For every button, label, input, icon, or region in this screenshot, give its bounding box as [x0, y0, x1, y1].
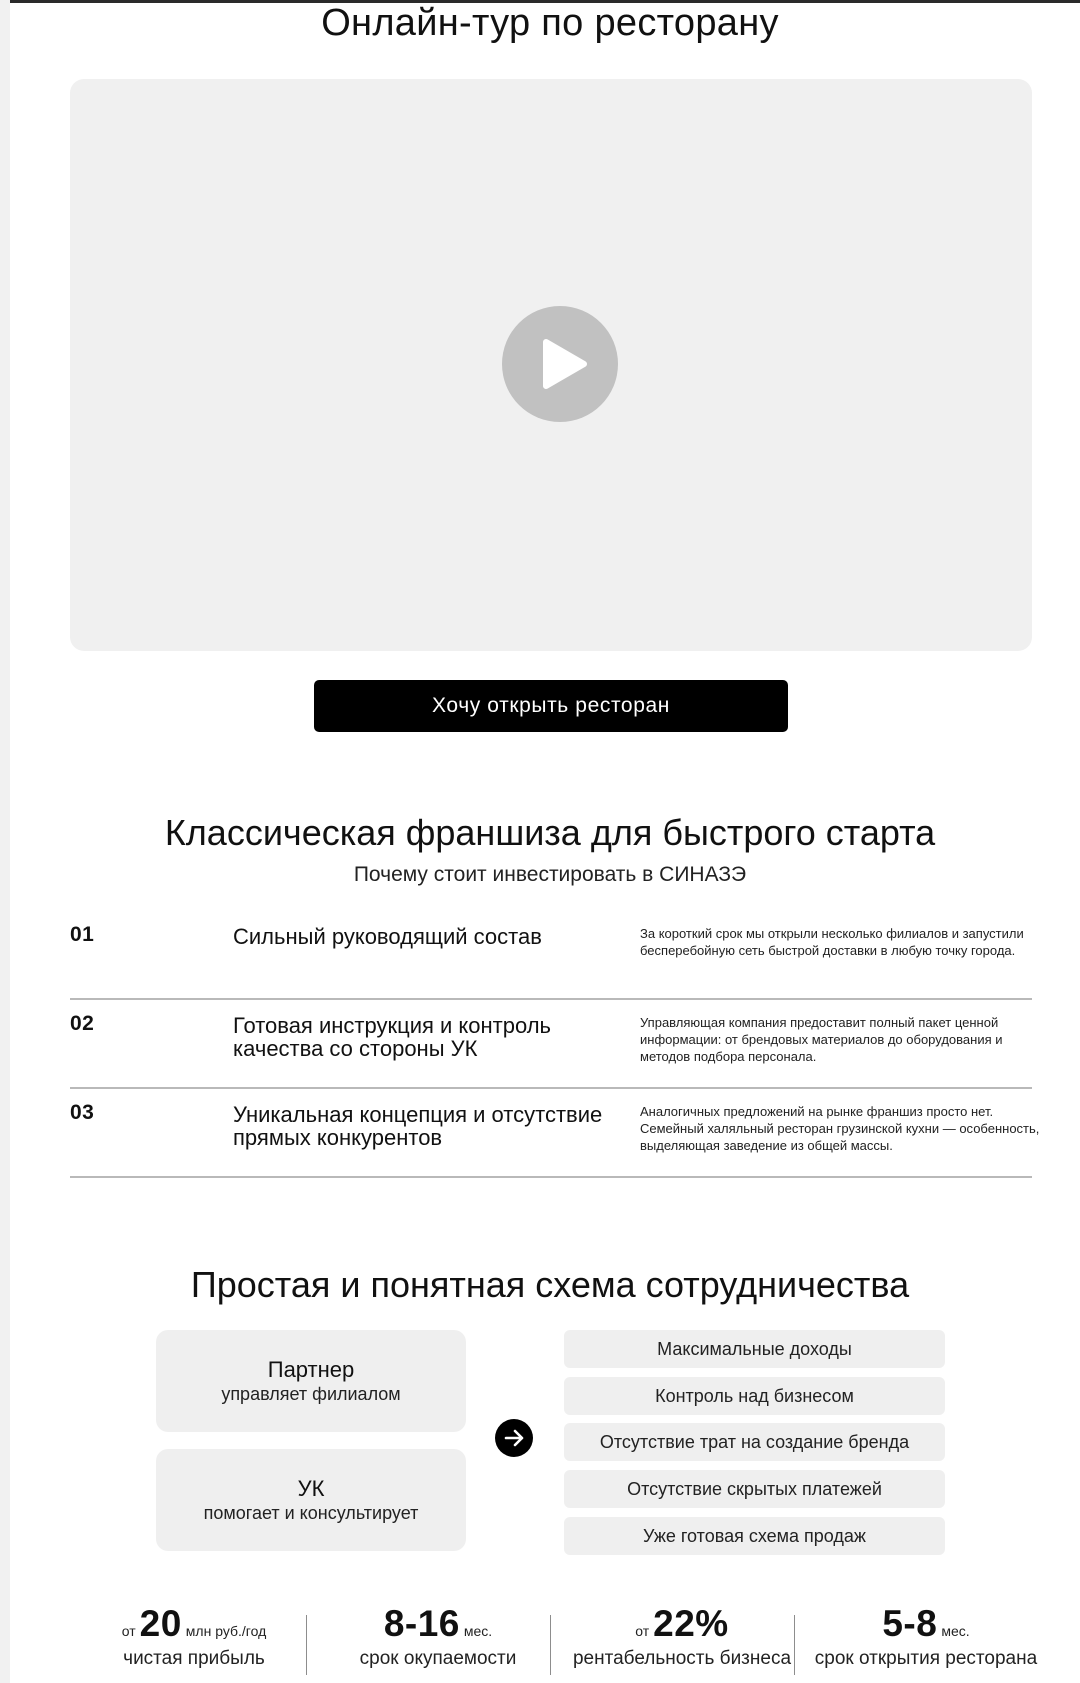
arrow-right-icon — [495, 1419, 533, 1457]
benefit-item: Максимальные доходы — [564, 1330, 945, 1368]
stat-payback — [316, 1603, 560, 1669]
tour-title: Онлайн-тур по ресторану — [321, 2, 779, 44]
feature-title: Готовая инструкция и контроль качества со стороны УК — [233, 1013, 552, 1061]
stat-unit: млн руб./год — [185, 1623, 267, 1639]
franchise-title: Классическая франшиза для быстрого старта — [164, 812, 936, 853]
open-restaurant-button[interactable]: Хочу открыть ресторан — [314, 680, 788, 732]
stat-prefix: от — [635, 1623, 650, 1639]
stat-value: 20 — [139, 1603, 182, 1644]
feature-description: За короткий срок мы открыли несколько филиалов и запустили бесперебойную сеть быстрой доставки в любую точку города. — [640, 926, 1024, 958]
page — [10, 0, 1080, 1683]
feature-row — [70, 1000, 1032, 1089]
stat-opening-time — [804, 1603, 1048, 1669]
stat-label: срок открытия ресторана — [814, 1648, 1038, 1669]
benefit-item: Отсутствие трат на создание бренда — [564, 1423, 945, 1461]
feature-number: 03 — [70, 1101, 95, 1124]
stat-value: 5-8 — [882, 1603, 938, 1644]
feature-description: Аналогичных предложений на рынке франшиз просто нет. Семейный халяльный ресторан грузинской кухни — особенность, выделяющая заведение из общей массы. — [640, 1104, 1040, 1153]
benefit-item: Контроль над бизнесом — [564, 1377, 945, 1415]
benefit-item: Уже готовая схема продаж — [564, 1517, 945, 1555]
feature-description: Управляющая компания предоставит полный пакет ценной информации: от брендовых материалов до оборудования и методов подбора персонала. — [640, 1015, 1003, 1064]
stat-divider — [306, 1615, 307, 1675]
stat-divider — [794, 1615, 795, 1675]
feature-list — [70, 911, 1040, 1178]
feature-number: 01 — [70, 923, 95, 946]
stat-label: чистая прибыль — [123, 1648, 265, 1669]
partner-card — [156, 1330, 466, 1432]
stat-prefix: от — [121, 1623, 136, 1639]
benefit-item: Отсутствие скрытых платежей — [564, 1470, 945, 1508]
stat-unit: мес. — [941, 1623, 970, 1639]
feature-number: 02 — [70, 1012, 95, 1035]
role-name: УК — [297, 1476, 325, 1501]
scheme-title: Простая и понятная схема сотрудничества — [190, 1264, 910, 1305]
stat-label: рентабельность бизнеса — [572, 1648, 792, 1669]
stat-divider — [550, 1615, 551, 1675]
stat-value: 8-16 — [383, 1603, 460, 1644]
stat-unit: мес. — [463, 1623, 493, 1639]
role-description: помогает и консультирует — [203, 1503, 419, 1523]
feature-title: Сильный руководящий состав — [233, 924, 542, 949]
stat-profitability — [560, 1603, 804, 1669]
stat-value: 22% — [653, 1603, 729, 1644]
feature-title: Уникальная концепция и отсутствие прямых конкурентов — [233, 1102, 603, 1150]
franchise-subtitle: Почему стоит инвестировать в СИНАЗЭ — [353, 863, 747, 886]
stat-net-profit — [72, 1603, 316, 1669]
feature-row — [70, 911, 1032, 1000]
management-company-card — [156, 1449, 466, 1551]
feature-row — [70, 1089, 1040, 1178]
stat-label: срок окупаемости — [359, 1648, 517, 1669]
play-icon[interactable] — [502, 306, 618, 422]
role-name: Партнер — [267, 1357, 355, 1382]
role-description: управляет филиалом — [221, 1384, 401, 1404]
video-player[interactable] — [70, 79, 1032, 651]
